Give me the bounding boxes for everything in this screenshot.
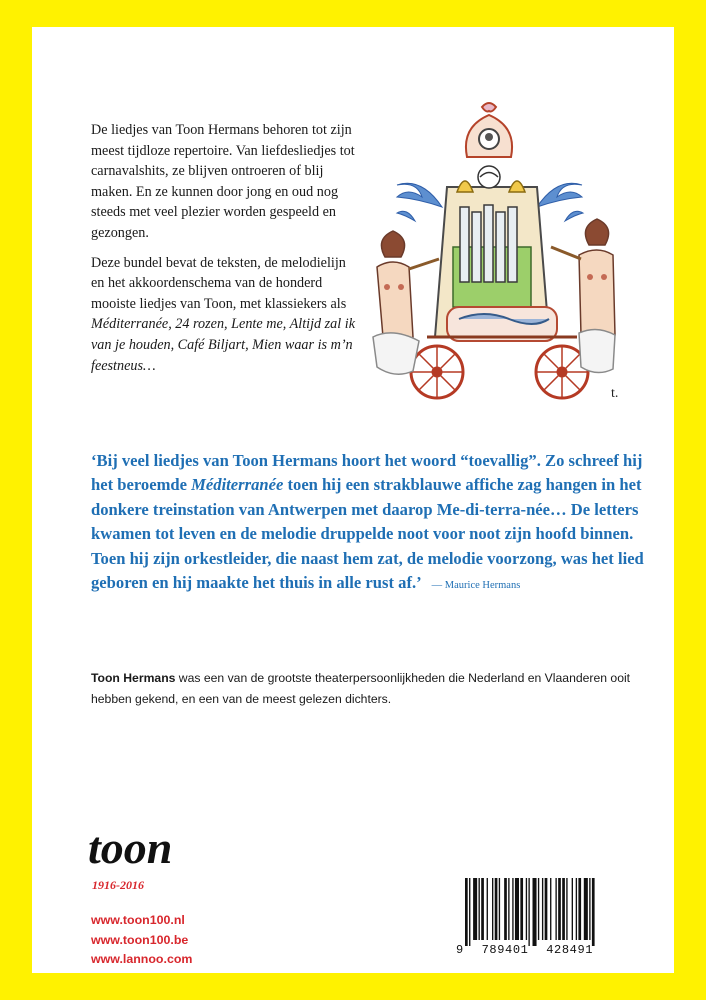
barcode-bar xyxy=(520,878,523,940)
link-lannoo[interactable]: www.lannoo.com xyxy=(91,952,193,966)
artist-signature: t. xyxy=(611,386,619,401)
link-toon100-be[interactable]: www.toon100.be xyxy=(91,932,189,947)
barcode-bars xyxy=(451,876,639,946)
isbn-group-2: 428491 xyxy=(546,943,594,957)
quote-text-2: toen hij een strakblauwe affiche zag hangen in het donkere treinstation van Antwerpen met daarop Me-di-terra-née… De letters kwamen tot leven en de melodie druppelde noot voor noot zijn hoofd binnen. Toen hij zijn orkestleider, die naast hem zat, de melodie voorzong, was het lied geboren en hij maakte het thuis in alle rust af.’ xyxy=(91,475,644,593)
barcode-bar xyxy=(526,878,527,940)
barcode-bar xyxy=(533,878,537,946)
barrel-organ-illustration xyxy=(357,97,642,417)
quote-text-1: ‘Bij veel liedjes van Toon Hermans hoort het woord “toevallig”. Zo schreef hij het beroemde xyxy=(91,451,643,495)
toon-logo-years: 1916-2016 xyxy=(92,878,144,892)
back-cover-page xyxy=(32,27,674,973)
website-links xyxy=(91,911,192,970)
isbn-number xyxy=(456,943,639,957)
barcode-bar xyxy=(545,878,548,940)
author-bio xyxy=(91,668,651,709)
author-name: Toon Hermans xyxy=(91,671,176,685)
isbn-lead-digit: 9 xyxy=(456,943,464,957)
barcode-bar xyxy=(512,878,513,940)
barcode-bar xyxy=(576,878,577,940)
quote-attribution: — Maurice Hermans xyxy=(431,580,521,592)
organ-crest xyxy=(466,103,512,157)
barcode-bar xyxy=(499,878,500,940)
barcode-bar xyxy=(538,878,539,940)
barcode-bar xyxy=(578,878,581,940)
isbn-barcode xyxy=(451,876,639,960)
cart-wheels xyxy=(411,337,588,398)
barcode-bar xyxy=(562,878,565,940)
barcode-bar xyxy=(550,878,551,940)
isbn-group-1: 789401 xyxy=(481,943,529,957)
barcode-bar xyxy=(592,878,595,946)
barcode-bar xyxy=(465,878,468,946)
organ-body xyxy=(435,166,557,341)
toon-logo-wordmark: toon xyxy=(88,822,173,873)
barcode-bar xyxy=(515,878,519,940)
barcode-bar xyxy=(572,878,573,940)
barcode-bar xyxy=(487,878,488,940)
song-titles: Méditerranée, 24 rozen, Lente me, Altijd zal ik van je houden, Café Biljart, Mien waar is m’n feestneus… xyxy=(91,316,355,374)
intro-paragraph-2-text: Deze bundel bevat de teksten, de melodielijn en het akkoordenschema van de honderd mooiste liedjes van Toon, met klassiekers als xyxy=(91,254,347,312)
barcode-bar xyxy=(558,878,561,940)
barcode-bar xyxy=(589,878,590,940)
right-figure xyxy=(551,219,615,373)
intro-text xyxy=(91,120,356,385)
barcode-bar xyxy=(469,878,470,946)
barcode-bar xyxy=(479,878,480,940)
link-toon100-nl[interactable]: www.toon100.nl xyxy=(91,913,185,927)
barcode-bar xyxy=(508,878,509,940)
barcode-bar xyxy=(566,878,567,940)
intro-paragraph-1: De liedjes van Toon Hermans behoren tot zijn meest tijdloze repertoire. Van liefdesliedjes tot carnavalshits, ze blijven ontroeren of blij maken. En ze kunnen door jong en oud nog steeds met veel plezier worden gespeeld en gezongen. xyxy=(91,122,355,241)
barcode-bar xyxy=(584,878,588,940)
toon-logo xyxy=(86,817,206,897)
barcode-bar xyxy=(495,878,498,940)
barcode-bar xyxy=(504,878,507,940)
barcode-bar xyxy=(555,878,556,940)
barcode-bar xyxy=(542,878,543,940)
intro-paragraph-2 xyxy=(91,253,356,377)
barcode-bar xyxy=(492,878,493,940)
barcode-bar xyxy=(528,878,529,946)
quote-song-title: Méditerranée xyxy=(191,475,284,495)
quote-block xyxy=(91,449,651,598)
barcode-bar xyxy=(473,878,477,940)
left-figure xyxy=(373,231,439,374)
barcode-bar xyxy=(481,878,484,940)
author-bio-text: was een van de grootste theaterpersoonlijkheden die Nederland en Vlaanderen ooit hebben gekend, en een van de meest gelezen dichters. xyxy=(91,671,631,706)
